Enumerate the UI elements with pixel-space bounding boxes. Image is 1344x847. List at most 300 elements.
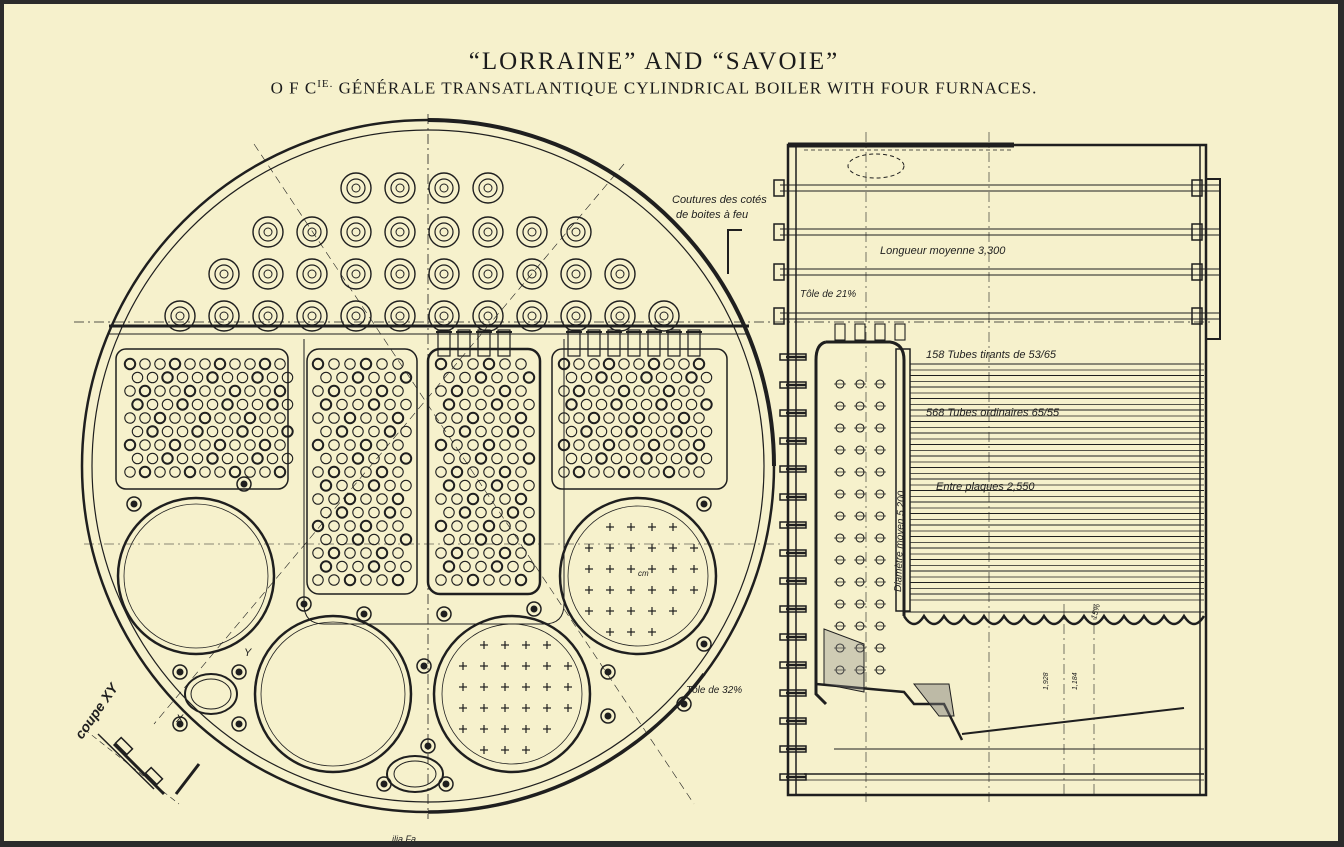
bolt-center (301, 601, 307, 607)
fire-tube (337, 534, 347, 544)
fire-tube (664, 359, 674, 369)
stay-head-inner (264, 312, 272, 320)
subtitle-superscript: IE. (317, 78, 334, 90)
fire-tube (230, 467, 240, 477)
stay-head-outer (605, 259, 635, 289)
fire-tube (401, 426, 411, 436)
fire-tube (337, 453, 347, 463)
footer-fragment: ilia Fa (392, 834, 417, 841)
fire-tube (460, 534, 470, 544)
fire-tube (162, 426, 172, 436)
fire-tube (230, 386, 240, 396)
fire-tube (132, 453, 142, 463)
fire-tube (484, 440, 494, 450)
fire-tube (484, 413, 494, 423)
fire-tube (353, 453, 363, 463)
fire-tube (345, 575, 355, 585)
stay-head-inner (352, 184, 360, 192)
fire-tube (337, 561, 347, 571)
fire-tube (484, 386, 494, 396)
fire-tube (275, 359, 285, 369)
fire-tube (369, 561, 379, 571)
stay-head-middle (259, 223, 277, 241)
stay-head-outer (253, 217, 283, 247)
fire-tube (460, 426, 470, 436)
fire-tube (345, 548, 355, 558)
fire-tube (492, 426, 502, 436)
fire-tube (125, 467, 135, 477)
fire-tube (436, 467, 446, 477)
fire-tube (361, 494, 371, 504)
tube-nest-4-frame (552, 349, 727, 489)
fire-tube (260, 413, 270, 423)
fire-tube (484, 359, 494, 369)
fire-tube (177, 372, 187, 382)
fire-tube (516, 521, 526, 531)
fire-tube (436, 440, 446, 450)
fire-tube (369, 534, 379, 544)
fire-tube (581, 426, 591, 436)
fire-tube (492, 372, 502, 382)
fire-tube (641, 399, 651, 409)
fire-tube (508, 399, 518, 409)
fire-tube (401, 561, 411, 571)
bolt-center (236, 669, 242, 675)
fire-tube (626, 372, 636, 382)
fire-tube (492, 534, 502, 544)
fire-tube (260, 467, 270, 477)
subtitle-prefix: O F C (270, 78, 318, 98)
fire-tube (377, 386, 387, 396)
fire-tube (626, 453, 636, 463)
stay-head-middle (435, 179, 453, 197)
label-entre-plaques: Entre plaques 2,550 (936, 481, 1035, 493)
fire-tube (345, 413, 355, 423)
fire-tube (393, 494, 403, 504)
fire-tube (192, 426, 202, 436)
fire-tube (604, 359, 614, 369)
fire-tube (147, 372, 157, 382)
fire-tube (701, 426, 711, 436)
fire-tube (245, 359, 255, 369)
fire-tube (369, 507, 379, 517)
stay-head-outer (209, 259, 239, 289)
front-stay-bolts (780, 354, 806, 780)
stay-head-inner (484, 228, 492, 236)
fire-tube (649, 467, 659, 477)
fire-tube (444, 372, 454, 382)
fire-tube (361, 386, 371, 396)
fire-tube (452, 575, 462, 585)
stay-head-middle (259, 265, 277, 283)
stay-head-middle (391, 265, 409, 283)
fire-tube (385, 426, 395, 436)
fire-tube (147, 453, 157, 463)
fire-tube (484, 521, 494, 531)
bolt-center (701, 641, 707, 647)
stay-head-middle (567, 223, 585, 241)
fire-tube (516, 467, 526, 477)
back-plate-thick (1206, 179, 1220, 339)
fire-tube (508, 507, 518, 517)
fire-tube (155, 467, 165, 477)
fire-tube (468, 575, 478, 585)
fire-tube (345, 521, 355, 531)
stay-head-middle (391, 223, 409, 241)
fire-tube (468, 413, 478, 423)
fire-tube (508, 534, 518, 544)
label-coutures-2: de boites à feu (676, 209, 749, 221)
fire-tube (508, 372, 518, 382)
fire-tube (460, 507, 470, 517)
subtitle-rest: GÉNÉRALE TRANSATLANTIQUE CYLINDRICAL BOILER WITH FOUR FURNACES. (333, 78, 1038, 98)
fire-tube (444, 399, 454, 409)
stay-head-outer (297, 217, 327, 247)
label-tole-32: Tôle de 32% (686, 685, 743, 696)
fire-tube (321, 372, 331, 382)
stay-head-inner (308, 312, 316, 320)
fire-tube (694, 467, 704, 477)
fire-tube (230, 440, 240, 450)
drawing-plate (4, 4, 1338, 841)
fire-tube (140, 440, 150, 450)
fire-tube (516, 494, 526, 504)
fire-tube (185, 440, 195, 450)
fire-tube (581, 372, 591, 382)
fire-tube (361, 440, 371, 450)
fire-tube (671, 372, 681, 382)
fire-tube (369, 480, 379, 490)
fire-tube (566, 426, 576, 436)
fire-tube (393, 548, 403, 558)
fire-tube (452, 359, 462, 369)
fire-tube (484, 548, 494, 558)
label-x: X (176, 713, 184, 725)
fire-tube (252, 426, 262, 436)
fire-tube (329, 521, 339, 531)
fire-tube (701, 453, 711, 463)
fire-tube (452, 467, 462, 477)
stay-head-outer (561, 217, 591, 247)
fire-tube (155, 359, 165, 369)
fire-tube (377, 440, 387, 450)
fire-tube (686, 399, 696, 409)
fire-tube (345, 386, 355, 396)
furnace-lower-right (434, 616, 590, 772)
fire-tube (452, 386, 462, 396)
fire-tube (345, 467, 355, 477)
fire-tube (275, 386, 285, 396)
fire-tube (589, 467, 599, 477)
fire-tube (230, 359, 240, 369)
fire-tube (329, 359, 339, 369)
combustion-chamber-back (826, 342, 904, 616)
label-tubes-tirants: 158 Tubes tirants de 53/65 (926, 349, 1057, 361)
fire-tube (679, 440, 689, 450)
fire-tube (436, 386, 446, 396)
stay-head-middle (435, 223, 453, 241)
fire-tube (460, 480, 470, 490)
manhole-left (185, 674, 237, 714)
stay-head-outer (429, 259, 459, 289)
manhole-bottom-inner (394, 761, 436, 787)
fire-tube (401, 534, 411, 544)
stay-head-outer (473, 217, 503, 247)
fire-tube (649, 413, 659, 423)
fire-tube (337, 426, 347, 436)
fire-tube (436, 494, 446, 504)
fire-tube (524, 561, 534, 571)
stay-head-inner (528, 228, 536, 236)
fire-tube (476, 453, 486, 463)
stay-head-inner (220, 312, 228, 320)
fire-tube (452, 413, 462, 423)
fire-tube (140, 467, 150, 477)
fire-tube (604, 467, 614, 477)
fire-tube (452, 494, 462, 504)
fire-tube (524, 480, 534, 490)
furnace-lower-right-inner (442, 624, 582, 764)
fire-tube (377, 359, 387, 369)
fire-tube (125, 413, 135, 423)
fire-tube (215, 467, 225, 477)
fire-tube (664, 413, 674, 423)
stay-head-middle (523, 223, 541, 241)
fire-tube (313, 521, 323, 531)
long-stay-nut (774, 264, 784, 280)
fire-tube (313, 575, 323, 585)
fire-tube (492, 399, 502, 409)
stay-head-middle (435, 265, 453, 283)
fire-tube (207, 453, 217, 463)
fire-tube (611, 372, 621, 382)
fire-tube (162, 453, 172, 463)
fire-tube (361, 521, 371, 531)
label-longueur: Longueur moyenne 3,300 (880, 245, 1006, 257)
fire-tube (200, 413, 210, 423)
fire-tube (656, 372, 666, 382)
fire-tube (385, 561, 395, 571)
fire-tube (393, 413, 403, 423)
stay-head-middle (523, 307, 541, 325)
fire-tube (361, 575, 371, 585)
fire-tube (566, 453, 576, 463)
bolt-center (701, 501, 707, 507)
bolt-heads (127, 477, 711, 791)
dome-opening (848, 154, 904, 178)
fire-tube (260, 386, 270, 396)
fire-tube (313, 413, 323, 423)
fire-tube (468, 386, 478, 396)
fire-tube (641, 426, 651, 436)
fire-tube (353, 561, 363, 571)
fire-tube (574, 440, 584, 450)
fire-tube (619, 440, 629, 450)
fire-tube (468, 359, 478, 369)
fire-tube (516, 359, 526, 369)
fire-tube (444, 453, 454, 463)
fire-tube (589, 386, 599, 396)
fire-tube (132, 372, 142, 382)
fire-tube (634, 440, 644, 450)
label-diametre: Diamètre moyen 5,200 (893, 490, 908, 593)
fire-tube (524, 534, 534, 544)
fire-tube (185, 386, 195, 396)
fire-tube (619, 413, 629, 423)
fire-tube (313, 548, 323, 558)
fire-tube (313, 494, 323, 504)
fire-tube (132, 426, 142, 436)
fire-tube (345, 440, 355, 450)
fire-tube (516, 413, 526, 423)
fire-tube (500, 413, 510, 423)
fire-tube (200, 467, 210, 477)
stay-head-inner (396, 312, 404, 320)
stay-head-inner (484, 312, 492, 320)
fire-tube (460, 372, 470, 382)
fire-tube (619, 386, 629, 396)
stay-head-outer (517, 217, 547, 247)
fire-tube (634, 413, 644, 423)
fire-tube (140, 413, 150, 423)
fire-tube (468, 440, 478, 450)
fire-tube (155, 440, 165, 450)
bolt-center (236, 721, 242, 727)
fire-tube (252, 453, 262, 463)
fire-tube (460, 561, 470, 571)
fire-tube (508, 426, 518, 436)
stay-head-inner (484, 270, 492, 278)
fire-tube (155, 386, 165, 396)
fire-tube (353, 507, 363, 517)
bolt-center (131, 501, 137, 507)
fire-tube (596, 426, 606, 436)
fire-tube (393, 575, 403, 585)
stay-head-inner (308, 228, 316, 236)
stay-head-outer (473, 173, 503, 203)
fire-tube (329, 467, 339, 477)
fire-tube (393, 386, 403, 396)
fire-tube (192, 372, 202, 382)
fire-tube (656, 426, 666, 436)
fire-tube (444, 534, 454, 544)
fire-tube (524, 372, 534, 382)
fire-tube (444, 507, 454, 517)
bolt-center (605, 713, 611, 719)
stay-head-middle (347, 223, 365, 241)
furnace-small-label: cm (638, 569, 649, 578)
fire-tube (401, 399, 411, 409)
fire-tube (369, 453, 379, 463)
fire-tube (484, 575, 494, 585)
fire-tube (215, 386, 225, 396)
furnace-corrugation (904, 616, 1204, 624)
fire-tube (162, 372, 172, 382)
fire-tube (634, 386, 644, 396)
fire-tube (207, 372, 217, 382)
bolt-center (421, 663, 427, 669)
fire-tube (329, 386, 339, 396)
fire-tube (626, 426, 636, 436)
fire-tube (596, 399, 606, 409)
fire-tube (230, 413, 240, 423)
fire-tube (200, 386, 210, 396)
fire-tube (656, 399, 666, 409)
fire-tube (476, 534, 486, 544)
fire-tube (664, 440, 674, 450)
fire-tube (508, 561, 518, 571)
fire-tube (500, 440, 510, 450)
fire-tube (361, 413, 371, 423)
fire-tube (508, 453, 518, 463)
fire-tube (215, 359, 225, 369)
manhole-left-inner (191, 679, 231, 709)
fire-tube (524, 453, 534, 463)
fire-tube (353, 399, 363, 409)
stay-head-outer (429, 173, 459, 203)
fire-tube (215, 413, 225, 423)
fire-tube (345, 359, 355, 369)
fire-tube (516, 440, 526, 450)
stay-head-inner (264, 228, 272, 236)
stay-head-inner (308, 270, 316, 278)
fire-tube (353, 426, 363, 436)
fire-tube (701, 372, 711, 382)
stay-head-outer (429, 217, 459, 247)
fire-tube (361, 548, 371, 558)
fire-tube (177, 426, 187, 436)
fire-tube (566, 399, 576, 409)
fire-tube (140, 386, 150, 396)
fire-tube (611, 399, 621, 409)
fire-tube (275, 467, 285, 477)
fire-tube (313, 359, 323, 369)
fire-tube (649, 440, 659, 450)
fire-tube (237, 372, 247, 382)
fire-tube (260, 359, 270, 369)
fire-tube (401, 453, 411, 463)
fire-tube (125, 359, 135, 369)
fire-tube (192, 453, 202, 463)
fire-tube (484, 467, 494, 477)
fire-tube (369, 426, 379, 436)
fire-tube (634, 467, 644, 477)
stay-head-middle (479, 223, 497, 241)
fire-tube (237, 426, 247, 436)
fire-tube (641, 453, 651, 463)
fire-tube (377, 494, 387, 504)
label-y: Y (244, 647, 252, 659)
fire-tube (604, 386, 614, 396)
fire-tube (500, 359, 510, 369)
fire-tube (200, 440, 210, 450)
fire-tube (313, 440, 323, 450)
fire-tube (604, 413, 614, 423)
fire-tube (619, 467, 629, 477)
fire-tube (671, 453, 681, 463)
stay-head-inner (396, 184, 404, 192)
fire-tube (649, 386, 659, 396)
ash-pan-line (962, 708, 1184, 734)
fire-tube (516, 575, 526, 585)
fire-tube (694, 413, 704, 423)
fire-tube (321, 480, 331, 490)
fire-tube (329, 575, 339, 585)
fire-tube (393, 467, 403, 477)
stay-head-inner (572, 312, 580, 320)
stay-head-middle (567, 265, 585, 283)
fire-tube (671, 426, 681, 436)
